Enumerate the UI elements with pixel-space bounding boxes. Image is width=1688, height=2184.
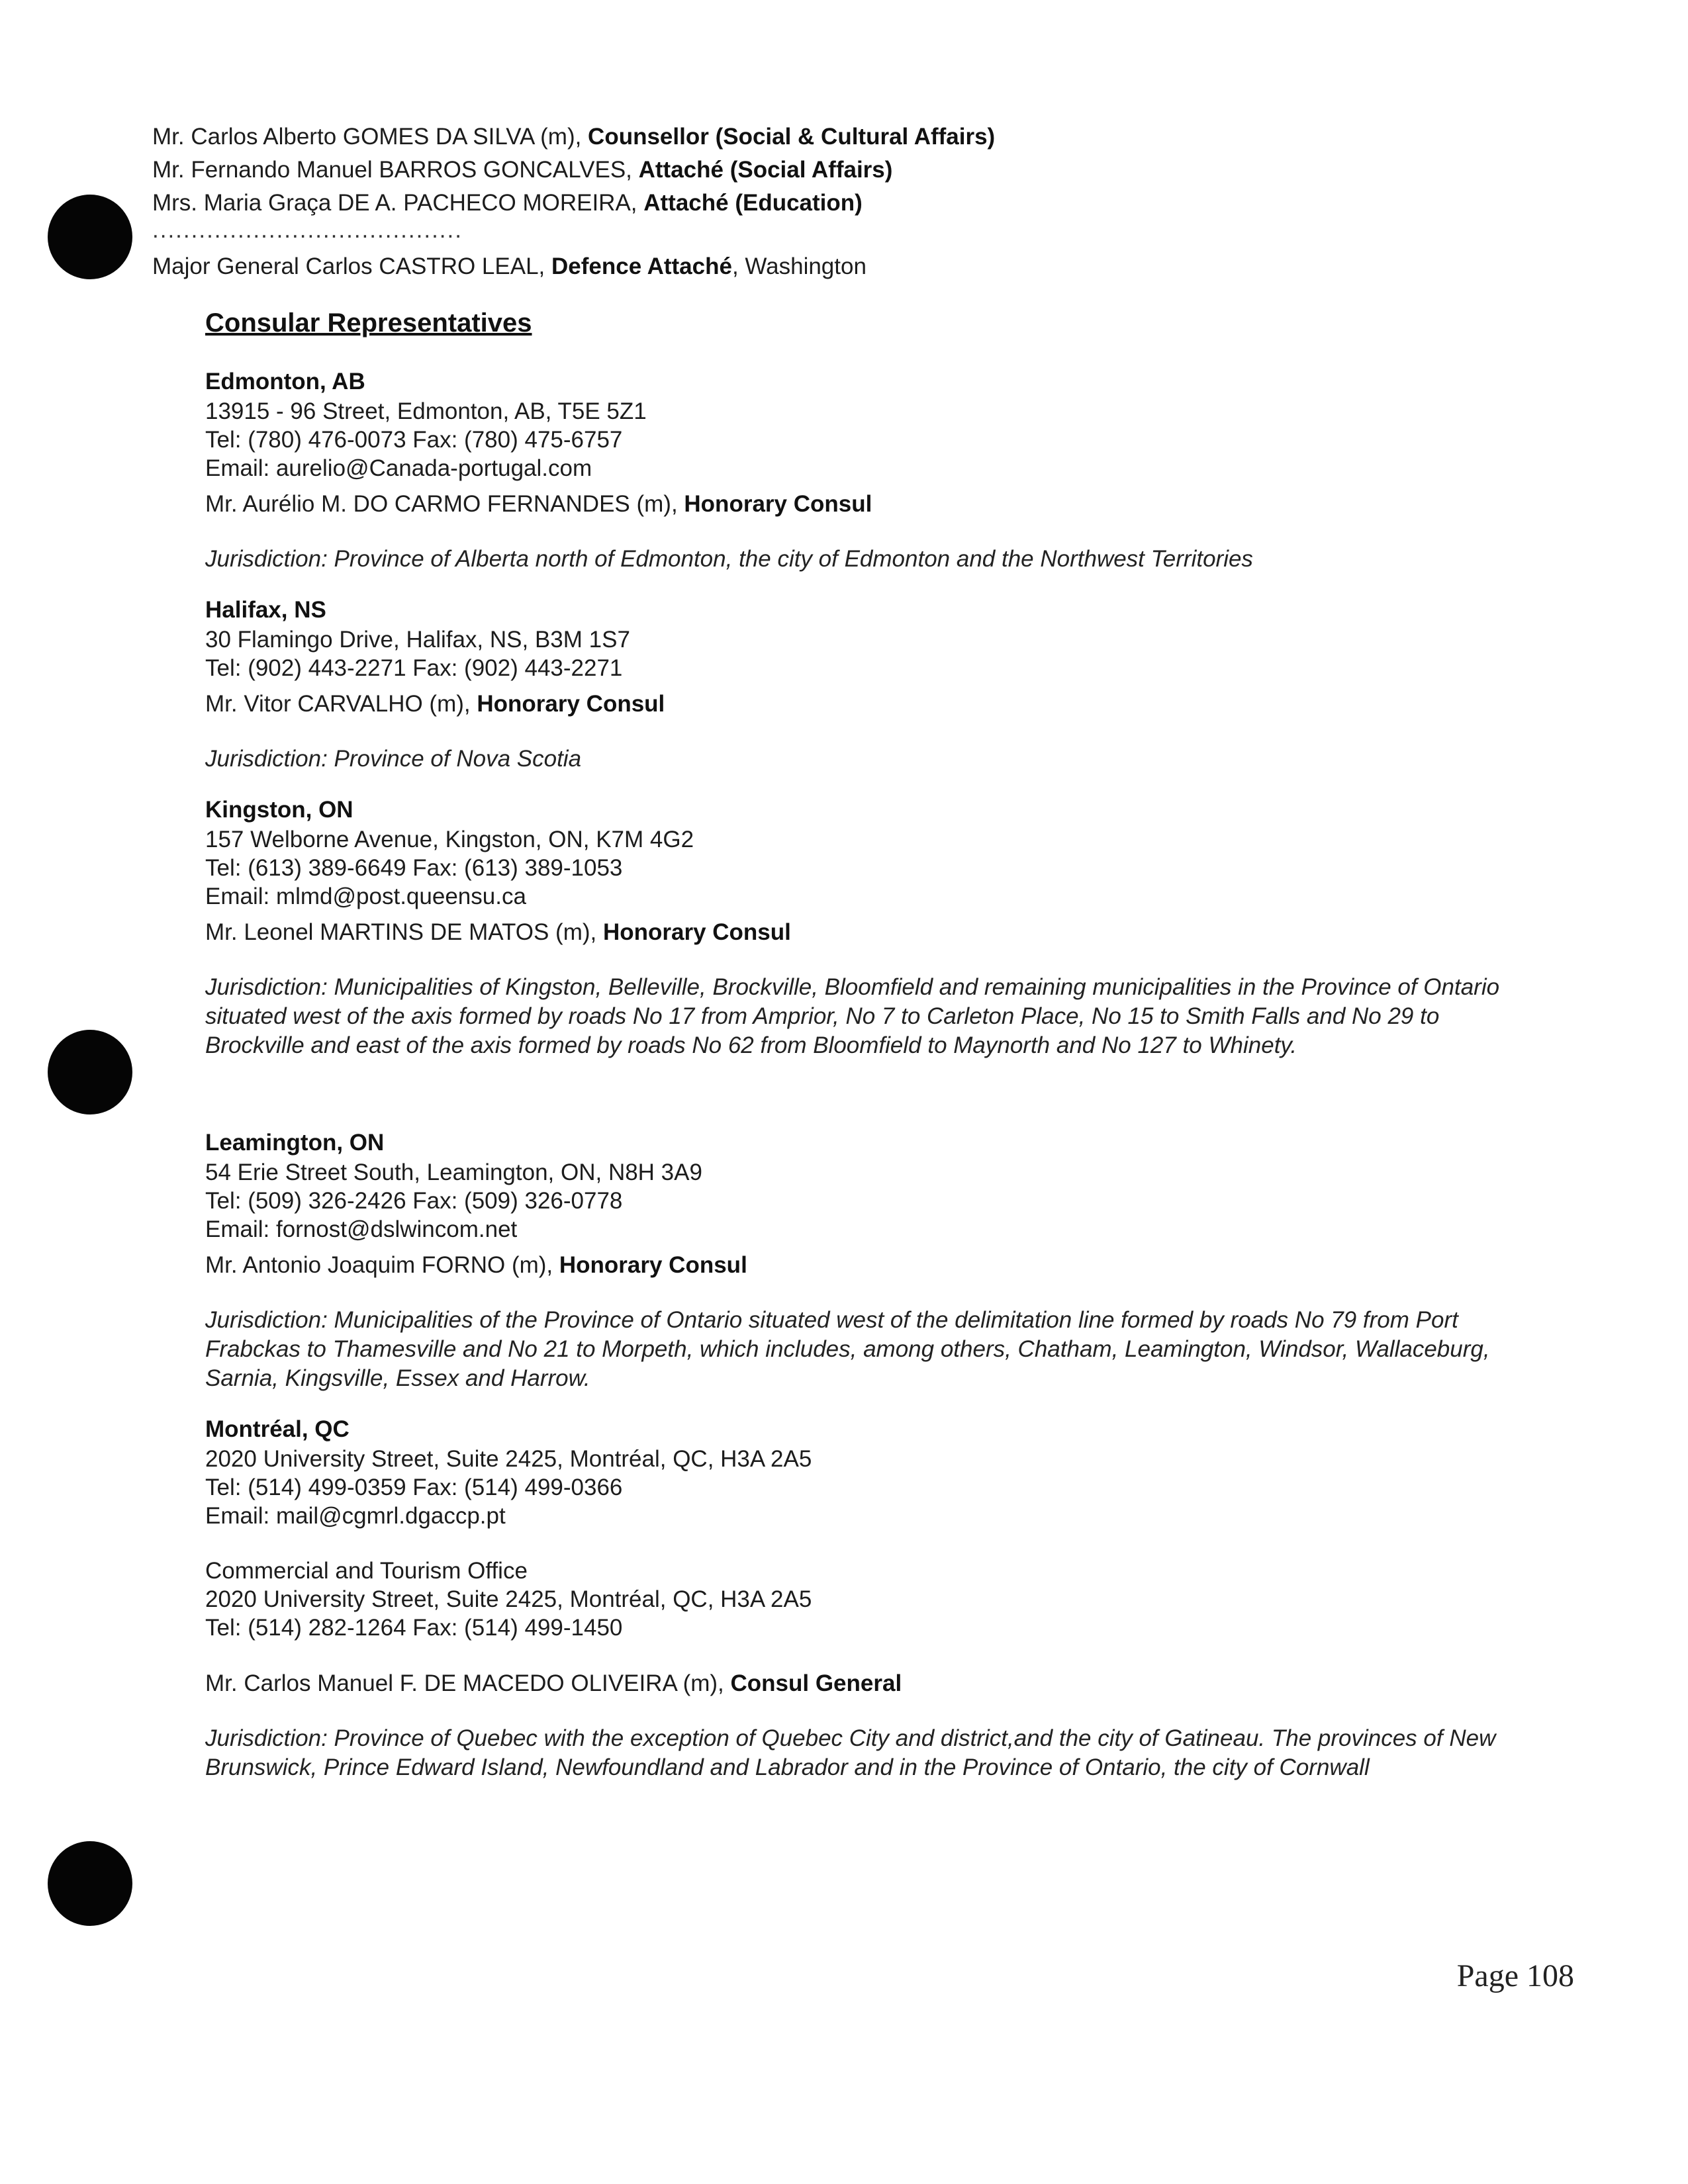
spacer — [205, 1081, 1542, 1128]
commercial-office-label: Commercial and Tourism Office — [205, 1558, 528, 1584]
office-email: Email: mail@cgmrl.dgaccp.pt — [205, 1503, 506, 1529]
office-address: 2020 University Street, Suite 2425, Montréal, QC, H3A 2A5 — [205, 1586, 812, 1612]
staff-name: Mr. Carlos Alberto GOMES DA SILVA (m), — [152, 124, 588, 150]
office-phone: Tel: (613) 389-6649 Fax: (613) 389-1053 — [205, 855, 623, 881]
office-phone: Tel: (902) 443-2271 Fax: (902) 443-2271 — [205, 655, 623, 681]
jurisdiction-label: Jurisdiction: — [205, 1725, 328, 1751]
punch-hole — [48, 1841, 132, 1926]
office-consul — [205, 1668, 1542, 1699]
office-jurisdiction — [205, 745, 1542, 774]
staff-entry — [152, 154, 1575, 187]
defence-attache-entry — [152, 250, 1575, 283]
staff-location: , Washington — [731, 253, 867, 279]
office-consul — [205, 489, 1542, 520]
office-phone: Tel: (514) 282-1264 Fax: (514) 499-1450 — [205, 1615, 623, 1641]
commercial-office — [205, 1557, 1542, 1642]
office-address: 2020 University Street, Suite 2425, Montréal, QC, H3A 2A5 — [205, 1446, 812, 1472]
office-jurisdiction — [205, 1306, 1542, 1393]
staff-title: Attaché (Education) — [643, 190, 863, 216]
consul-name: Mr. Aurélio M. DO CARMO FERNANDES (m), — [205, 491, 684, 517]
staff-list — [152, 120, 1575, 283]
jurisdiction-text: Municipalities of Kingston, Belleville, Brockville, Bloomfield and remaining municipalities in the Province of Ontario situated west of the axis formed by roads No 17 from Amprior, No 7 to Carleton Place, No 15 to Smith Falls and No 29 to Brockville and east of the axis formed by roads No 62 from Bloomfield to Maynorth and No 127 to Whinety. — [205, 974, 1500, 1058]
office-address: 13915 - 96 Street, Edmonton, AB, T5E 5Z1 — [205, 398, 647, 424]
jurisdiction-label: Jurisdiction: — [205, 1307, 328, 1333]
office-consul — [205, 917, 1542, 948]
office-consul — [205, 1250, 1542, 1281]
office-city: Halifax, NS — [205, 597, 326, 623]
section-heading: Consular Representatives — [205, 308, 532, 338]
consul-name: Mr. Leonel MARTINS DE MATOS (m), — [205, 919, 603, 945]
office-city: Kingston, ON — [205, 797, 353, 823]
office-phone: Tel: (514) 499-0359 Fax: (514) 499-0366 — [205, 1475, 623, 1500]
office-halifax — [205, 595, 1542, 774]
office-edmonton — [205, 367, 1542, 574]
office-jurisdiction — [205, 973, 1542, 1060]
consul-role: Honorary Consul — [559, 1252, 747, 1278]
jurisdiction-text: Province of Quebec with the exception of Quebec City and district,and the city of Gatineau. The provinces of New Brunswick, Prince Edward Island, Newfoundland and Labrador and in the Province of Ontario, the city of Cornwall — [205, 1725, 1496, 1780]
jurisdiction-text: Municipalities of the Province of Ontario situated west of the delimitation line formed by roads No 79 from Port Frabckas to Thamesville and No 21 to Morpeth, which includes, among others, Chatham, Leamington, Windsor, Wallaceburg, Sarnia, Kingsville, Essex and Harrow. — [205, 1307, 1490, 1391]
office-jurisdiction — [205, 545, 1542, 574]
office-email: Email: fornost@dslwincom.net — [205, 1216, 518, 1242]
office-city: Leamington, ON — [205, 1130, 385, 1156]
consul-role: Consul General — [730, 1670, 902, 1696]
office-address: 54 Erie Street South, Leamington, ON, N8H 3A9 — [205, 1160, 702, 1185]
consul-role: Honorary Consul — [684, 491, 872, 517]
jurisdiction-label: Jurisdiction: — [205, 974, 328, 1000]
page-number: Page 108 — [1456, 1958, 1574, 1993]
office-phone: Tel: (509) 326-2426 Fax: (509) 326-0778 — [205, 1188, 623, 1214]
consul-role: Honorary Consul — [477, 691, 665, 717]
jurisdiction-label: Jurisdiction: — [205, 746, 328, 772]
office-city: Edmonton, AB — [205, 369, 365, 394]
staff-title: Counsellor (Social & Cultural Affairs) — [588, 124, 996, 150]
consul-name: Mr. Antonio Joaquim FORNO (m), — [205, 1252, 559, 1278]
office-email: Email: aurelio@Canada-portugal.com — [205, 455, 592, 481]
office-phone: Tel: (780) 476-0073 Fax: (780) 475-6757 — [205, 427, 623, 453]
consul-role: Honorary Consul — [602, 919, 791, 945]
office-montreal — [205, 1414, 1542, 1782]
office-jurisdiction — [205, 1724, 1542, 1782]
staff-name: Mrs. Maria Graça DE A. PACHECO MOREIRA, — [152, 190, 644, 216]
staff-name: Mr. Fernando Manuel BARROS GONCALVES, — [152, 157, 639, 183]
office-kingston — [205, 795, 1542, 1060]
punch-hole — [48, 195, 132, 279]
consular-section — [205, 304, 1542, 1803]
punch-hole — [48, 1030, 132, 1115]
jurisdiction-label: Jurisdiction: — [205, 546, 328, 572]
staff-entry — [152, 187, 1575, 220]
staff-name: Major General Carlos CASTRO LEAL, — [152, 253, 551, 279]
office-leamington — [205, 1128, 1542, 1393]
office-consul — [205, 689, 1542, 719]
consul-name: Mr. Carlos Manuel F. DE MACEDO OLIVEIRA (m), — [205, 1670, 731, 1696]
office-address: 30 Flamingo Drive, Halifax, NS, B3M 1S7 — [205, 627, 630, 653]
jurisdiction-text: Province of Alberta north of Edmonton, the city of Edmonton and the Northwest Territories — [327, 546, 1253, 572]
staff-title: Attaché (Social Affairs) — [638, 157, 893, 183]
staff-entry — [152, 120, 1575, 154]
office-address: 157 Welborne Avenue, Kingston, ON, K7M 4G2 — [205, 827, 694, 852]
office-email: Email: mlmd@post.queensu.ca — [205, 884, 526, 909]
dotted-separator: ........................................ — [152, 217, 463, 243]
jurisdiction-text: Province of Nova Scotia — [327, 746, 582, 772]
staff-title: Defence Attaché — [551, 253, 732, 279]
consul-name: Mr. Vitor CARVALHO (m), — [205, 691, 477, 717]
office-city: Montréal, QC — [205, 1416, 350, 1442]
